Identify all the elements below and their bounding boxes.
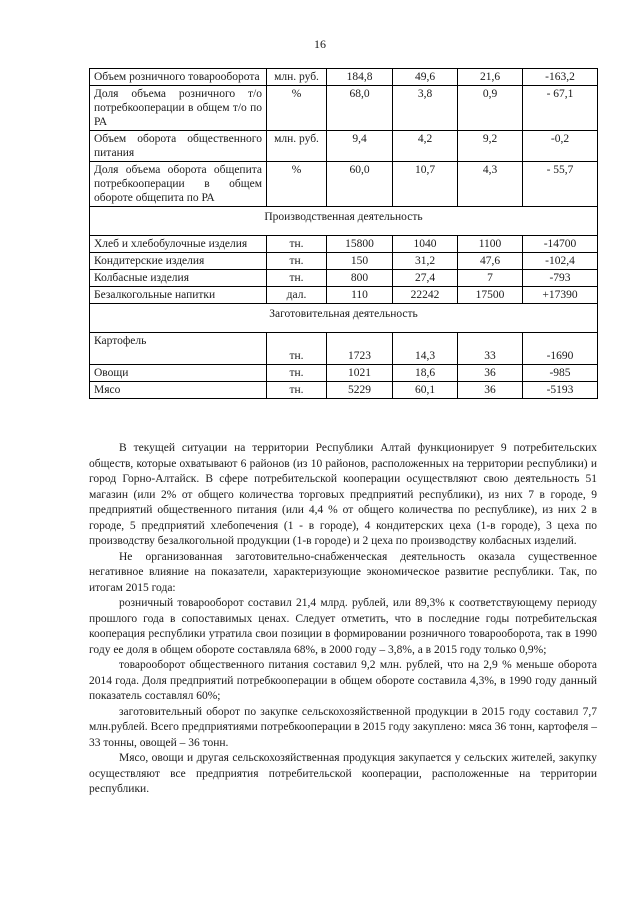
row-unit: тн.: [267, 333, 327, 365]
row-name: Картофель: [90, 333, 267, 365]
row-value: 15800: [327, 236, 393, 253]
row-unit: тн.: [267, 270, 327, 287]
row-name: Хлеб и хлебобулочные изделия: [90, 236, 267, 253]
table-row: [90, 236, 598, 253]
row-value: - 67,1: [523, 86, 598, 131]
row-value: 110: [327, 287, 393, 304]
row-unit: тн.: [267, 236, 327, 253]
page-number: 16: [314, 37, 326, 51]
row-value: 47,6: [458, 253, 523, 270]
row-name: Безалкогольные напитки: [90, 287, 267, 304]
table-row: [90, 287, 598, 304]
body-text: [89, 441, 597, 798]
paragraph: товарооборот общественного питания составил 9,2 млн. рублей, что на 2,9 % меньше оборота 2014 года. Доля предприятий потребкооперации в общем обороте составила 4,3%, в 1990 году данный показатель составлял 60%;: [89, 659, 597, 702]
row-value: 4,2: [393, 131, 458, 162]
section-title-production: Производственная деятельность: [90, 207, 598, 236]
row-name: Объем оборота общественного питания: [90, 131, 267, 162]
row-value: 68,0: [327, 86, 393, 131]
table-row: [90, 365, 598, 382]
row-unit: тн.: [267, 253, 327, 270]
row-value: 17500: [458, 287, 523, 304]
table-row: [90, 270, 598, 287]
row-value: 1040: [393, 236, 458, 253]
row-unit: млн. руб.: [267, 69, 327, 86]
row-value: 1100: [458, 236, 523, 253]
paragraph: заготовительный оборот по закупке сельскохозяйственной продукции в 2015 году составил 7,7 млн.рублей. Всего предприятиями потребкооперации в 2015 году закуплено: мяса 36 тонн, картофеля – 33 тонны, овощей – 36 тонн.: [89, 705, 597, 749]
row-unit: млн. руб.: [267, 131, 327, 162]
row-value: 5229: [327, 382, 393, 399]
section-header-row: [90, 304, 598, 333]
row-value: -14700: [523, 236, 598, 253]
row-value: 1723: [327, 333, 393, 365]
row-value: 27,4: [393, 270, 458, 287]
section-title-procurement: Заготовительная деятельность: [90, 304, 598, 333]
section-header-row: [90, 207, 598, 236]
row-value: 0,9: [458, 86, 523, 131]
row-unit: %: [267, 86, 327, 131]
row-unit: тн.: [267, 382, 327, 399]
row-value: -163,2: [523, 69, 598, 86]
row-value: 10,7: [393, 162, 458, 207]
row-name: Доля объема оборота общепита потребкооперации в общем обороте общепита по РА: [90, 162, 267, 207]
row-value: 9,2: [458, 131, 523, 162]
row-value: -102,4: [523, 253, 598, 270]
row-value: -793: [523, 270, 598, 287]
row-value: 3,8: [393, 86, 458, 131]
row-value: 36: [458, 365, 523, 382]
row-value: 150: [327, 253, 393, 270]
row-name: Колбасные изделия: [90, 270, 267, 287]
row-value: 21,6: [458, 69, 523, 86]
row-value: 184,8: [327, 69, 393, 86]
statistics-table: [89, 68, 598, 399]
row-value: 22242: [393, 287, 458, 304]
row-value: 800: [327, 270, 393, 287]
row-value: 60,0: [327, 162, 393, 207]
row-name: Кондитерские изделия: [90, 253, 267, 270]
row-value: -985: [523, 365, 598, 382]
row-value: 14,3: [393, 333, 458, 365]
row-value: 36: [458, 382, 523, 399]
row-value: 49,6: [393, 69, 458, 86]
row-value: -5193: [523, 382, 598, 399]
row-name: Доля объема розничного т/о потребкооперации в общем т/о по РА: [90, 86, 267, 131]
row-value: 1021: [327, 365, 393, 382]
row-value: 18,6: [393, 365, 458, 382]
table-row: [90, 333, 598, 365]
row-name: Объем розничного товарооборота: [90, 69, 267, 86]
row-unit: %: [267, 162, 327, 207]
paragraph: Мясо, овощи и другая сельскохозяйственная продукция закупается у сельских жителей, закупку осуществляют все предприятия потребительской кооперации, расположенные на территории республики.: [89, 752, 597, 795]
row-unit: дал.: [267, 287, 327, 304]
table-row: [90, 253, 598, 270]
table-row: [90, 382, 598, 399]
table-row: [90, 131, 598, 162]
table-row: [90, 162, 598, 207]
row-value: -1690: [523, 333, 598, 365]
row-value: +17390: [523, 287, 598, 304]
row-value: 4,3: [458, 162, 523, 207]
row-value: - 55,7: [523, 162, 598, 207]
row-value: 60,1: [393, 382, 458, 399]
row-name: Мясо: [90, 382, 267, 399]
paragraph: В текущей ситуации на территории Республики Алтай функционирует 9 потребительских обществ, которые охватывают 6 районов (из 10 районов, расположенных на территории республики) и город Горно-Алтайск. В сфере потребительской кооперации осуществляют свою деятельность 51 магазин (или 2% от общего количества торговых предприятий республики), из них 7 в городе, 9 предприятий общественного питания (или 4,4 % от общего количества по республике), из них 2 в городе, 5 предприятий хлебопечения (1 - в городе), 4 кондитерских цеха (1-в городе), 3 цеха по производству безалкогольной продукции (1-в городе) и 2 цеха по производству колбасных изделий.: [89, 442, 597, 547]
paragraph: Не организованная заготовительно-снабженческая деятельность оказала существенное негативное влияние на показатели, характеризующие экономическое развитие республики. Так, по итогам 2015 года:: [89, 550, 597, 594]
table-row: [90, 86, 598, 131]
table-row: [90, 69, 598, 86]
row-value: -0,2: [523, 131, 598, 162]
row-value: 7: [458, 270, 523, 287]
row-value: 33: [458, 333, 523, 365]
row-value: 31,2: [393, 253, 458, 270]
row-name: Овощи: [90, 365, 267, 382]
paragraph: розничный товарооборот составил 21,4 млрд. рублей, или 89,3% к соответствующему периоду прошлого года в сопоставимых ценах. Следует отметить, что в последние годы потребительская кооперация республики утратила свои позиции в формировании розничного товарооборота, так в 1990 году ее доля в общем обороте составляла 68%, в 2000 году – 3,8%, а в 2015 году только 0,9%;: [89, 597, 597, 656]
row-unit: тн.: [267, 365, 327, 382]
row-value: 9,4: [327, 131, 393, 162]
